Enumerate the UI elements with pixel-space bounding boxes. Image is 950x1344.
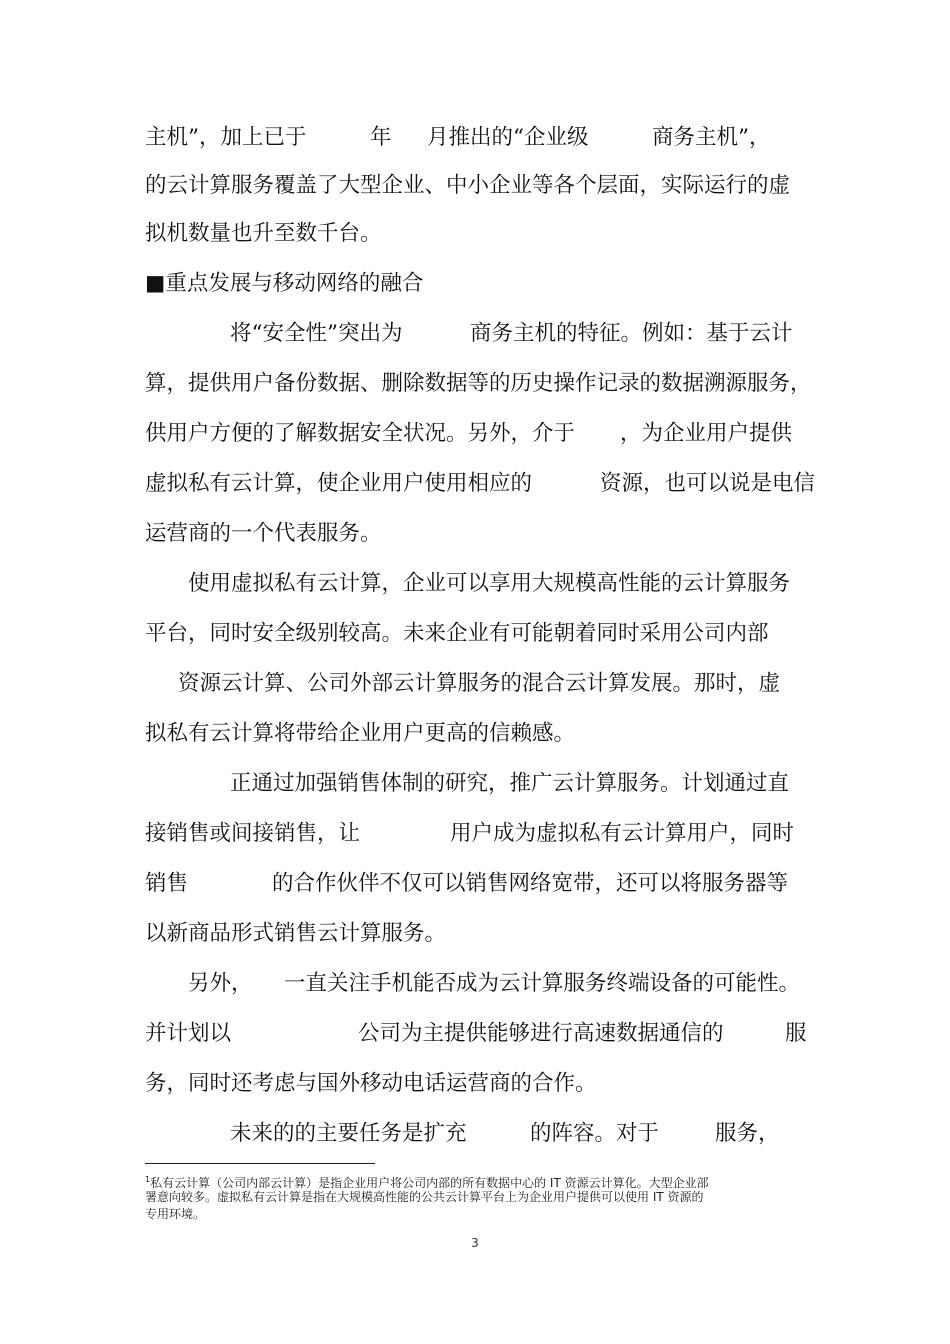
text-segment: 服务， xyxy=(715,1121,780,1146)
text-segment: 一直关注手机能否成为云计算服务终端设备的可能性。 xyxy=(284,971,801,996)
text-segment: 年 xyxy=(370,125,392,150)
text-line xyxy=(0,218,950,250)
text-segment: 算，提供用户备份数据、删除数据等的历史操作记录的数据溯源服务， xyxy=(145,371,812,396)
text-segment: 用户成为虚拟私有云计算用户，同时 xyxy=(450,821,795,846)
text-line xyxy=(0,968,950,1000)
footnote-marker: 1 xyxy=(145,1175,151,1184)
text-line xyxy=(0,1018,950,1050)
text-segment: 运营商的一个代表服务。 xyxy=(145,521,382,546)
text-segment: 拟私有云计算将带给企业用户更高的信赖感。 xyxy=(145,721,576,746)
text-segment: 以新商品形式销售云计算服务。 xyxy=(145,921,447,946)
text-segment: 务，同时还考虑与国外移动电话运营商的合作。 xyxy=(145,1071,597,1096)
text-line xyxy=(0,1068,950,1100)
text-segment: 的阵容。对于 xyxy=(530,1121,660,1146)
text-segment: 月推出的“企业级 xyxy=(427,125,589,150)
text-segment: 资源云计算、公司外部云计算服务的混合云计算发展。那时，虚 xyxy=(178,671,781,696)
text-line xyxy=(0,122,950,154)
text-segment: 另外， xyxy=(188,971,253,996)
footnote-separator xyxy=(145,1163,375,1164)
text-segment: 未来的的主要任务是扩充 xyxy=(230,1121,467,1146)
text-line xyxy=(0,518,950,550)
text-line xyxy=(0,568,950,600)
text-line xyxy=(0,768,950,800)
text-segment: 资源，也可以说是电信 xyxy=(600,471,816,496)
text-segment: 服 xyxy=(785,1021,807,1046)
text-segment: 商务主机的特征。例如：基于云计 xyxy=(470,321,793,346)
text-segment: 将“安全性”突出为 xyxy=(230,321,403,346)
text-segment: 平台，同时安全级别较高。未来企业有可能朝着同时采用公司内部 xyxy=(145,621,769,646)
page-number: 3 xyxy=(471,1236,479,1250)
text-segment: 并计划以 xyxy=(145,1021,232,1046)
text-segment: 公司为主提供能够进行高速数据通信的 xyxy=(358,1021,724,1046)
text-line xyxy=(0,818,950,850)
text-segment: 接销售或间接销售，让 xyxy=(145,821,361,846)
text-line xyxy=(0,618,950,650)
text-segment: 供用户方便的了解数据安全状况。另外，介于 xyxy=(145,421,576,446)
text-line xyxy=(0,468,950,500)
text-segment: 使用虚拟私有云计算，企业可以享用大规模高性能的云计算服务 xyxy=(188,571,791,596)
text-line xyxy=(0,268,950,300)
text-line xyxy=(0,170,950,202)
text-segment: 主机”，加上已于 xyxy=(145,125,307,150)
text-segment: 的合作伙伴不仅可以销售网络宽带，还可以将服务器等 xyxy=(272,871,789,896)
text-segment: 拟机数量也升至数千台。 xyxy=(145,221,382,246)
text-segment: 销售 xyxy=(145,871,189,896)
text-segment: 商务主机”， xyxy=(652,125,771,150)
footnote-line-2: 署意向较多。虚拟私有云计算是指在大规模高性能的公共云计算平台上为企业用户提供可以使用 IT 资源的 xyxy=(145,1190,704,1204)
footnote-line-3: 专用环境。 xyxy=(145,1207,206,1221)
text-line xyxy=(0,1118,950,1150)
text-line xyxy=(0,668,950,700)
text-line xyxy=(0,718,950,750)
text-line xyxy=(0,918,950,950)
text-segment: ■重点发展与移动网络的融合 xyxy=(145,271,424,296)
text-line xyxy=(0,868,950,900)
text-segment: 的云计算服务覆盖了大型企业、中小企业等各个层面，实际运行的虚 xyxy=(145,173,791,198)
text-segment: 正通过加强销售体制的研究，推广云计算服务。计划通过直 xyxy=(230,771,790,796)
text-segment: 虚拟私有云计算，使企业用户使用相应的 xyxy=(145,471,533,496)
text-line xyxy=(0,318,950,350)
footnote-text-1: 私有云计算（公司内部云计算）是指企业用户将公司内部的所有数据中心的 IT 资源云计算化。大型企业部 xyxy=(150,1176,709,1190)
text-segment: ，为企业用户提供 xyxy=(620,421,793,446)
text-line xyxy=(0,418,950,450)
text-line xyxy=(0,368,950,400)
